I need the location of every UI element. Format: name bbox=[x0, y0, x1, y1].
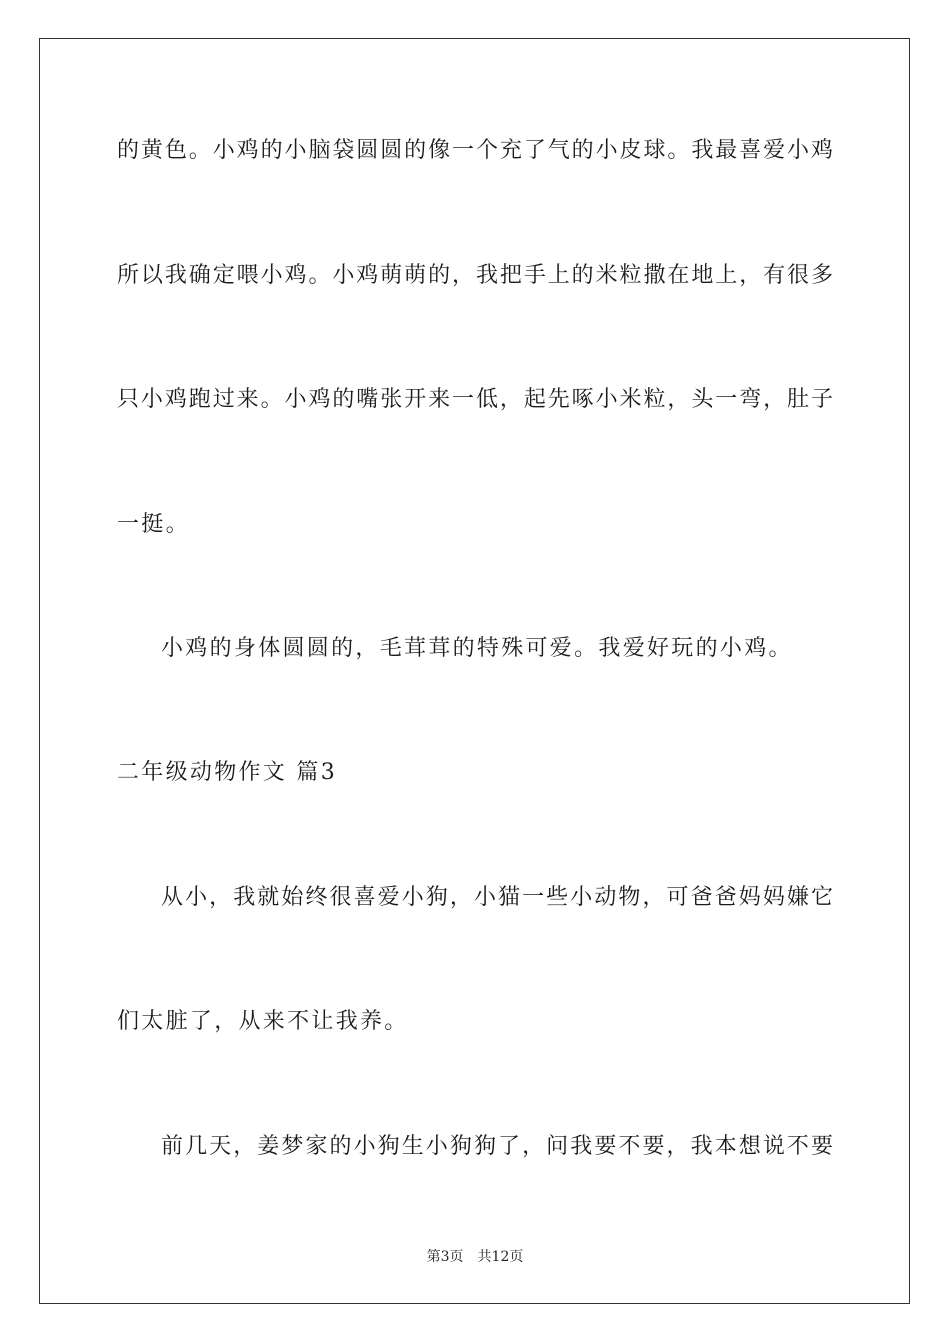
page-total: 共12页 bbox=[477, 1249, 524, 1265]
page-number: 第3页 bbox=[426, 1249, 464, 1265]
paragraph-line: 们太脏了，从来不让我养。 bbox=[117, 1009, 409, 1034]
section-heading: 二年级动物作文 篇3 bbox=[117, 760, 337, 785]
paragraph-line: 所以我确定喂小鸡。小鸡萌萌的，我把手上的米粒撒在地上，有很多 bbox=[117, 263, 833, 288]
paragraph-line: 的黄色。小鸡的小脑袋圆圆的像一个充了气的小皮球。我最喜爱小鸡 bbox=[117, 138, 833, 163]
paragraph-line: 从小，我就始终很喜爱小狗，小猫一些小动物，可爸爸妈妈嫌它 bbox=[161, 885, 833, 910]
page-footer bbox=[0, 1248, 950, 1266]
paragraph-line: 前几天，姜梦家的小狗生小狗狗了，问我要不要，我本想说不要 bbox=[161, 1134, 833, 1159]
paragraph-line: 一挺。 bbox=[117, 512, 190, 537]
paragraph-line: 小鸡的身体圆圆的，毛茸茸的特殊可爱。我爱好玩的小鸡。 bbox=[161, 636, 793, 661]
paragraph-line: 只小鸡跑过来。小鸡的嘴张开来一低，起先啄小米粒，头一弯，肚子 bbox=[117, 387, 833, 412]
page-frame bbox=[39, 38, 910, 1304]
